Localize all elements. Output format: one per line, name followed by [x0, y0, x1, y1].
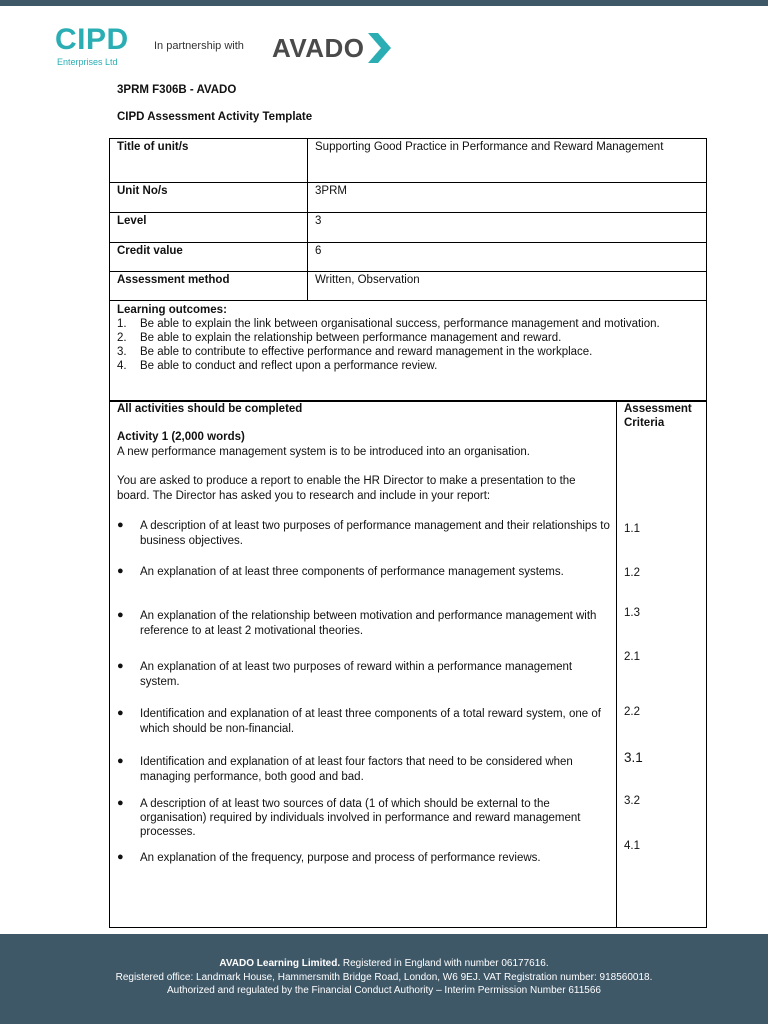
- activity-intro: A new performance management system is to be introduced into an organisation.: [117, 446, 530, 458]
- page-header: [0, 0, 768, 80]
- bullet-icon: ●: [117, 565, 124, 577]
- bullet-text: A description of at least two sources of data (1 of which should be external to the organisation) required by individuals involved in performance and reward management processes.: [140, 798, 581, 838]
- learning-outcomes-section: [109, 300, 707, 401]
- bullet-text: An explanation of the relationship between motivation and performance management with reference to at least 2 motivational theories.: [140, 610, 597, 637]
- bullet-text: Identification and explanation of at least four factors that need to be considered when managing performance, both good and bad.: [140, 756, 573, 783]
- list-item: [117, 317, 699, 331]
- footer-company: AVADO Learning Limited.: [219, 958, 341, 969]
- column-divider: [616, 402, 617, 927]
- cipd-logo: [55, 24, 135, 70]
- list-text: Be able to contribute to effective performance and reward management in the workplace.: [140, 346, 593, 358]
- criteria-heading: Assessment Criteria: [624, 403, 692, 429]
- criteria-value: 4.1: [624, 840, 640, 852]
- activities-heading: All activities should be completed: [117, 403, 303, 415]
- activities-section: [109, 401, 707, 928]
- bullet-icon: ●: [117, 660, 124, 672]
- criteria-value: 3.2: [624, 795, 640, 807]
- list-number: 4.: [117, 360, 127, 372]
- cipd-logo-subtitle: Enterprises Ltd: [57, 57, 118, 67]
- row-label: Assessment method: [110, 272, 308, 301]
- avado-logo: [272, 30, 392, 66]
- list-number: 2.: [117, 332, 127, 344]
- list-text: Be able to explain the link between organisational success, performance management and motivation.: [140, 318, 660, 330]
- row-label: Credit value: [110, 243, 308, 272]
- table-row: [110, 183, 707, 213]
- criteria-value: 1.3: [624, 607, 640, 619]
- bullet-icon: ●: [117, 851, 124, 863]
- bullet-text: An explanation of at least three components of performance management systems.: [140, 566, 564, 578]
- unit-info-table: [109, 138, 707, 301]
- list-number: 3.: [117, 346, 127, 358]
- footer-registration-text: Registered in England with number 06177616.: [340, 958, 549, 969]
- criteria-value: 3.1: [624, 750, 643, 765]
- criteria-value: 2.2: [624, 706, 640, 718]
- row-value: 6: [308, 243, 707, 272]
- chevron-right-icon: [366, 31, 392, 65]
- learning-outcomes-list: [117, 317, 699, 373]
- table-row: [110, 243, 707, 272]
- avado-logo-text: AVADO: [272, 33, 365, 63]
- row-value: Written, Observation: [308, 272, 707, 301]
- list-number: 1.: [117, 318, 127, 330]
- document-code: 3PRM F306B - AVADO: [117, 84, 237, 96]
- criteria-value: 1.1: [624, 523, 640, 535]
- list-item: [117, 345, 699, 359]
- table-row: [110, 272, 707, 301]
- bullet-text: An explanation of the frequency, purpose and process of performance reviews.: [140, 852, 541, 864]
- bullet-icon: ●: [117, 797, 124, 809]
- bullet-icon: ●: [117, 609, 124, 621]
- footer-registration: [0, 957, 768, 971]
- criteria-value: 2.1: [624, 651, 640, 663]
- table-row: [110, 139, 707, 183]
- criteria-value: 1.2: [624, 567, 640, 579]
- bullet-text: Identification and explanation of at least three components of a total reward system, one of which should be non-financial.: [140, 708, 601, 735]
- list-item: [117, 331, 699, 345]
- learning-outcomes-title: Learning outcomes:: [117, 304, 227, 316]
- row-label: Level: [110, 213, 308, 243]
- bullet-icon: ●: [117, 755, 124, 767]
- document-title: CIPD Assessment Activity Template: [117, 111, 313, 123]
- bullet-icon: ●: [117, 519, 124, 531]
- list-item: [117, 359, 699, 373]
- bullet-icon: ●: [117, 707, 124, 719]
- bullet-text: An explanation of at least two purposes of reward within a performance management system.: [140, 661, 573, 688]
- list-text: Be able to explain the relationship between performance management and reward.: [140, 332, 562, 344]
- footer-authorised: Authorized and regulated by the Financial Conduct Authority – Interim Permission Number 611566: [167, 985, 601, 996]
- list-text: Be able to conduct and reflect upon a performance review.: [140, 360, 438, 372]
- table-row: [110, 213, 707, 243]
- activity-title: Activity 1 (2,000 words): [117, 431, 245, 443]
- activity-instructions: You are asked to produce a report to enable the HR Director to make a presentation to the board. The Director has asked you to research and include in your report:: [117, 475, 576, 502]
- cipd-logo-text: CIPD: [55, 23, 129, 56]
- row-value: Supporting Good Practice in Performance and Reward Management: [308, 139, 707, 183]
- row-value: 3: [308, 213, 707, 243]
- page-footer: [0, 934, 768, 1024]
- row-label: Title of unit/s: [110, 139, 308, 183]
- row-label: Unit No/s: [110, 183, 308, 213]
- bullet-text: A description of at least two purposes of performance management and their relationships to business objectives.: [140, 520, 610, 547]
- footer-office: Registered office: Landmark House, Hammersmith Bridge Road, London, W6 9EJ. VAT Registration number: 918560018.: [115, 971, 653, 983]
- row-value: 3PRM: [308, 183, 707, 213]
- partnership-text: In partnership with: [154, 40, 244, 52]
